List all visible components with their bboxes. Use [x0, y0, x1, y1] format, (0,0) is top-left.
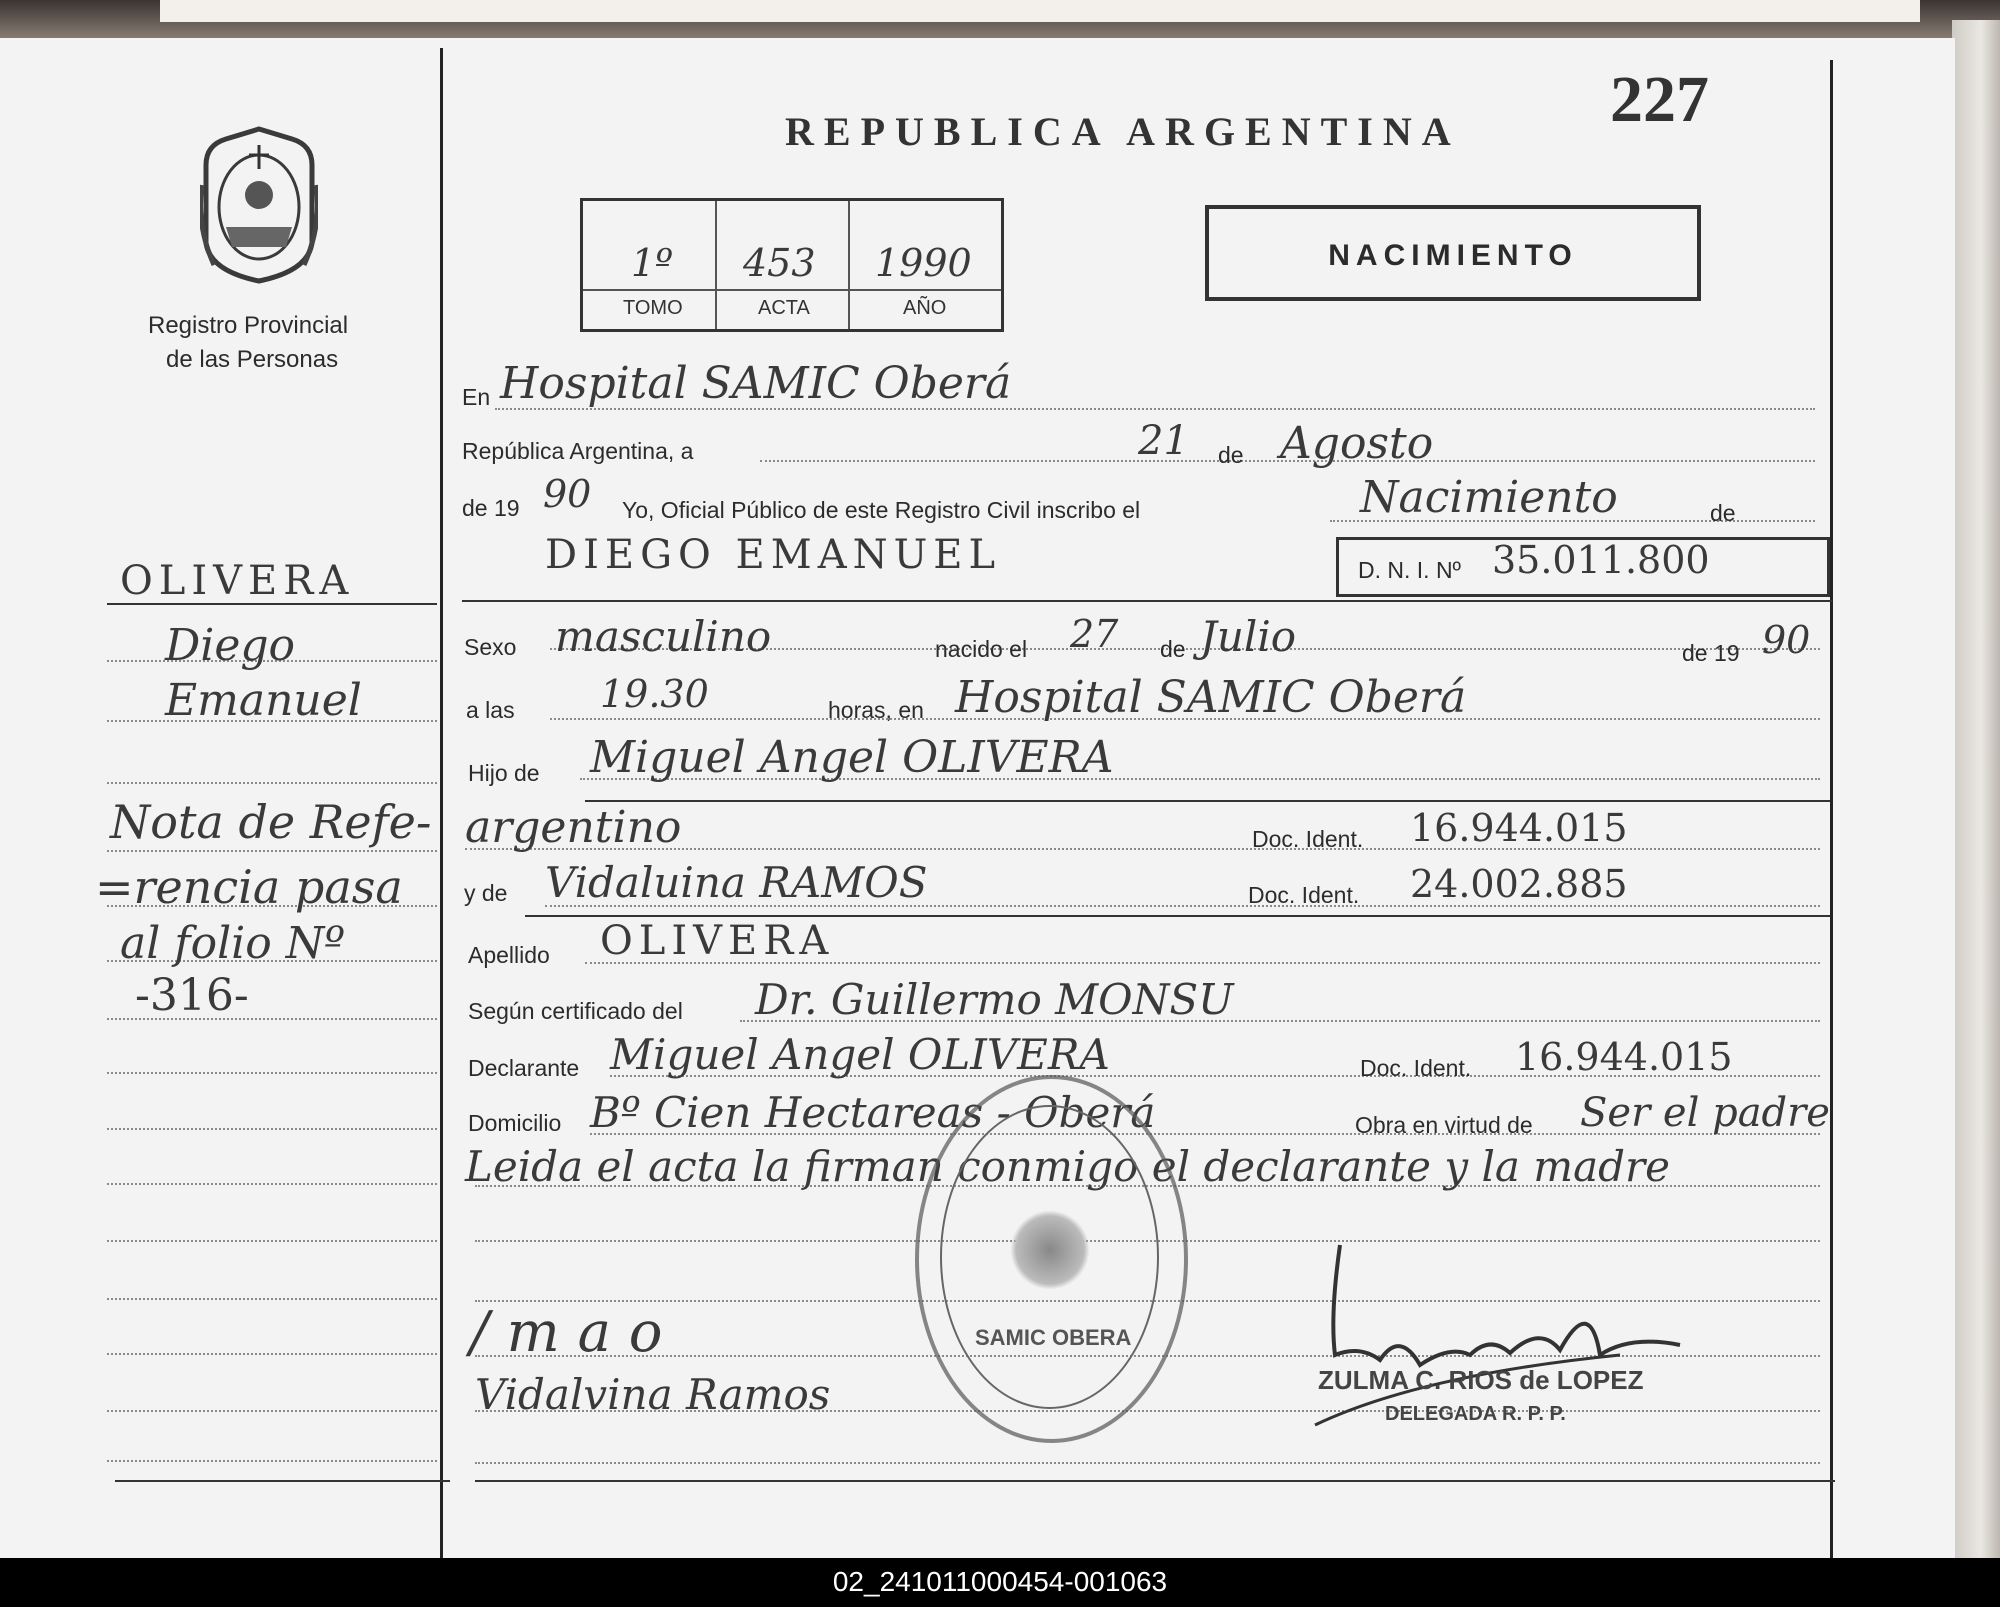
yde-label: y de: [464, 880, 508, 906]
year-value: 90: [543, 472, 592, 516]
hijo-label: Hijo de: [468, 760, 540, 786]
footer-bar: [0, 1558, 2000, 1607]
margin-surname: OLIVERA: [120, 558, 355, 604]
hour-value: 19.30: [600, 672, 709, 716]
record-type: NACIMIENTO: [1328, 239, 1578, 272]
provincial-seal-icon: [200, 125, 318, 285]
margin-note-line-3: al folio Nº: [120, 918, 345, 969]
anio-value: 1990: [875, 241, 972, 285]
de-label-3: de: [1160, 636, 1186, 662]
obra-value: Ser el padre: [1580, 1090, 1830, 1136]
dni-value: 35.011.800: [1492, 538, 1710, 582]
mother-doc-value: 24.002.885: [1410, 862, 1628, 906]
margin-dotted-line: [107, 850, 437, 852]
oficial-statement-label: Yo, Oficial Público de este Registro Civil inscribo el: [622, 497, 1141, 523]
month-value: Agosto: [1280, 418, 1434, 469]
image-id-label: 02_241011000454-001063: [832, 1566, 1168, 1597]
margin-dotted-line: [107, 1240, 437, 1242]
sexo-label: Sexo: [464, 634, 517, 660]
obra-label: Obra en virtud de: [1355, 1112, 1533, 1138]
registry-name-line-2: de las Personas: [166, 346, 339, 373]
father-value: Miguel Angel OLIVERA: [590, 732, 1114, 783]
tomo-value: 1º: [631, 241, 674, 285]
margin-given-name-1: Diego: [165, 620, 296, 671]
declarante-label: Declarante: [468, 1055, 580, 1081]
birth-day-value: 27: [1070, 612, 1119, 656]
father-doc-value: 16.944.015: [1410, 806, 1628, 850]
right-border-line: [1830, 60, 1833, 1558]
top-page-edge: [160, 0, 1920, 22]
act-type-value: Nacimiento: [1360, 472, 1618, 523]
margin-dotted-line: [107, 1128, 437, 1130]
registry-name-line-1: Registro Provincial: [148, 312, 349, 339]
domicilio-label: Domicilio: [468, 1110, 562, 1136]
record-type-box: [1205, 205, 1701, 301]
margin-dotted-line: [107, 1183, 437, 1185]
horas-label: horas, en: [828, 697, 924, 723]
alas-label: a las: [466, 697, 515, 723]
declarante-doc-label: Doc. Ident.: [1360, 1055, 1472, 1081]
mother-signature: Vidalvina Ramos: [475, 1370, 831, 1419]
tomo-label: TOMO: [623, 297, 683, 319]
acta-value: 453: [743, 241, 816, 285]
margin-dotted-line: [107, 1353, 437, 1355]
left-column-divider: [440, 48, 443, 1558]
mother-value: Vidaluina RAMOS: [545, 858, 928, 907]
apellido-label: Apellido: [468, 942, 550, 968]
doctor-value: Dr. Guillermo MONSU: [755, 975, 1234, 1024]
form-divider-line-1: [462, 600, 1832, 602]
declarant-signature: ∕ m a o: [470, 1300, 663, 1365]
republica-label: República Argentina, a: [462, 438, 694, 464]
place-value: Hospital SAMIC Oberá: [500, 358, 1012, 409]
margin-note-line-2: =rencia pasa: [95, 860, 403, 914]
book-spine-edge: [1952, 20, 2000, 1560]
de19-label-2: de 19: [1682, 640, 1740, 666]
anio-label: AÑO: [903, 297, 947, 319]
child-name-value: DIEGO EMANUEL: [545, 532, 1002, 578]
mother-doc-label: Doc. Ident.: [1248, 882, 1360, 908]
declarante-value: Miguel Angel OLIVERA: [610, 1030, 1110, 1079]
en-label: En: [462, 384, 491, 410]
margin-dotted-line: [107, 1410, 437, 1412]
folio-number: 227: [1610, 63, 1709, 136]
sexo-value: masculino: [555, 612, 772, 661]
father-nationality-value: argentino: [465, 802, 682, 853]
day-value: 21: [1138, 418, 1189, 464]
dni-label: D. N. I. Nº: [1358, 557, 1461, 583]
de19-label: de 19: [462, 495, 520, 521]
birth-year-value: 90: [1762, 618, 1811, 662]
margin-given-name-2: Emanuel: [165, 675, 362, 726]
declarante-doc-value: 16.944.015: [1515, 1035, 1733, 1079]
margin-bottom-line: [115, 1480, 450, 1482]
birth-month-value: Julio: [1200, 612, 1297, 661]
acta-label: ACTA: [758, 297, 810, 319]
domicilio-value: Bº Cien Hectareas - Oberá: [590, 1088, 1156, 1137]
country-title: REPUBLICA ARGENTINA: [785, 109, 1461, 154]
official-title: DELEGADA R. P. P.: [1385, 1403, 1566, 1425]
birth-place-value: Hospital SAMIC Oberá: [955, 672, 1467, 723]
de-label-2: de: [1710, 500, 1736, 526]
form-bottom-line: [475, 1480, 1835, 1482]
closing-text: Leida el acta la firman conmigo el declarante y la madre: [465, 1142, 1670, 1191]
stamp-text: SAMIC OBERA: [975, 1325, 1132, 1350]
de-label: de: [1218, 442, 1244, 468]
nacido-label: nacido el: [935, 636, 1028, 662]
margin-note-line-1: Nota de Refe-: [110, 795, 432, 849]
form-dotted-line: [475, 1462, 1820, 1464]
form-divider-line-2: [585, 800, 1830, 802]
margin-note-line-4: -316-: [135, 970, 249, 1021]
official-name: ZULMA C. RIOS de LOPEZ: [1318, 1365, 1644, 1395]
apellido-value: OLIVERA: [600, 918, 835, 964]
form-divider-line-3: [525, 915, 1830, 917]
stamp-emblem-icon: [1010, 1210, 1090, 1290]
father-doc-label: Doc. Ident.: [1252, 826, 1364, 852]
margin-dotted-line: [107, 1298, 437, 1300]
segun-label: Según certificado del: [468, 998, 683, 1024]
record-number-box: [580, 198, 1004, 332]
margin-dotted-line: [107, 1460, 437, 1462]
margin-dotted-line: [107, 782, 437, 784]
margin-dotted-line: [107, 1072, 437, 1074]
